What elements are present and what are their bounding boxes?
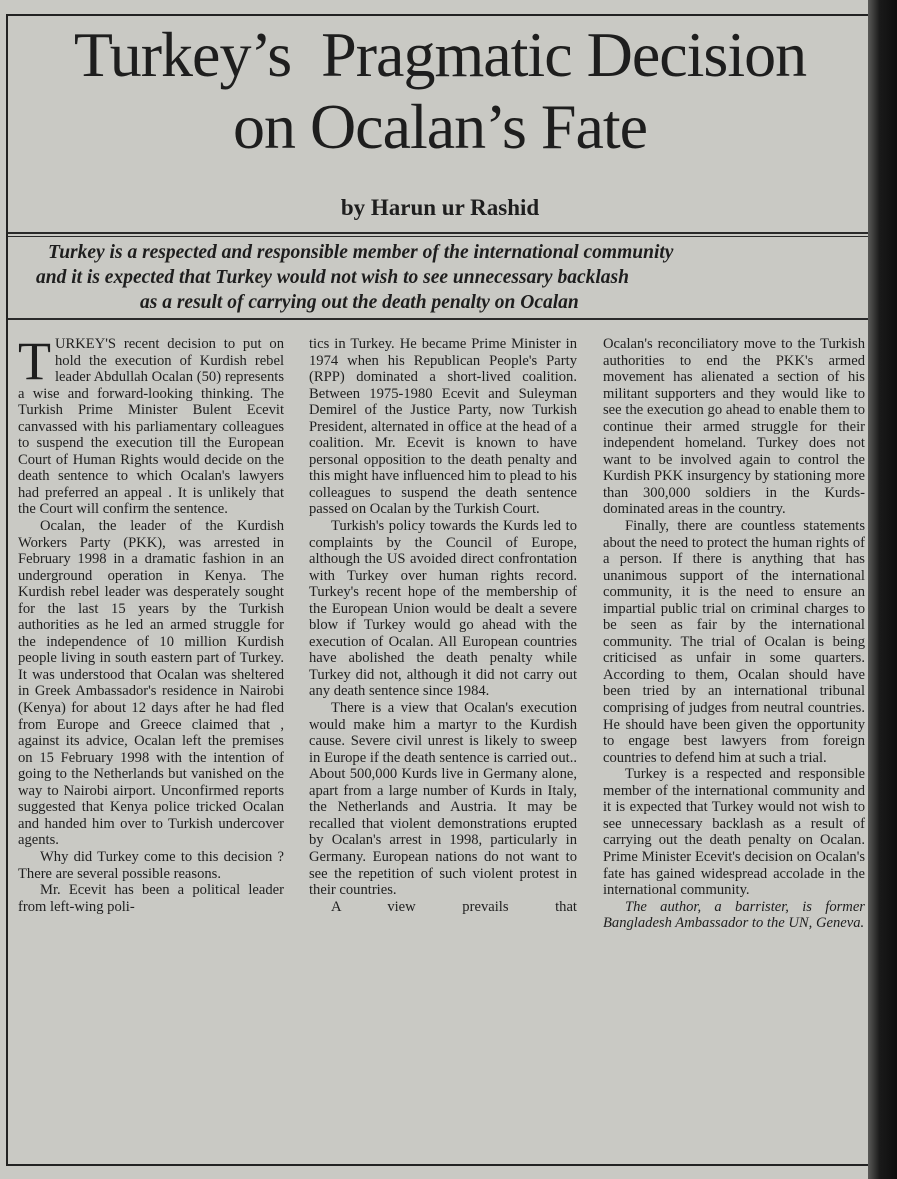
column-2-paragraph: A view prevails that <box>331 898 577 915</box>
column-3-paragraph: Finally, there are countless statements about the need to protect the human rights of a person. If there is anything that has unanimous support of the international community, it is the need to ensure an impartial public trial on criminal charges to be seen as fair by the international community. The trial of Ocalan is being criticised as unfair in some quarters. According to them, Ocalan should have been tried by an international tribunal comprising of judges from neutral countries. He should have been given the opportunity to engage best lawyers from foreign countries to defend him at such a trial. <box>603 518 865 766</box>
column-2-paragraph: There is a view that Ocalan's execution would make him a martyr to the Kurdish cause. Severe civil unrest is likely to sweep in Europe if the death sentence is carried out.. About 500,000 Kurds live in Germany alone, apart from a large number of Kurds in Italy, the Netherlands and Austria. It may be recalled that violent demonstrations erupted by Ocalan's arrest in 1998, particularly in Germany. European nations do not want to see the repetition of such violent protest in their countries. <box>309 700 577 899</box>
lead-paragraph <box>18 331 284 518</box>
standfirst <box>8 240 872 315</box>
standfirst-line-1: Turkey is a respected and responsible member of the international community <box>48 242 674 263</box>
author-note: The author, a barrister, is former Bangladesh Ambassador to the UN, Geneva. <box>603 898 865 932</box>
column-1-paragraph: Mr. Ecevit has been a political leader from left-wing poli- <box>18 882 284 915</box>
frame-bottom-rule <box>6 1164 868 1166</box>
column-2 <box>309 336 577 915</box>
scan-edge <box>868 0 897 1179</box>
headline-line-1: Turkey’s Pragmatic Decision <box>73 19 807 90</box>
frame-top-rule <box>6 14 868 16</box>
drop-cap: T <box>18 331 51 391</box>
headline <box>20 19 860 162</box>
frame-left-rule <box>6 14 8 1164</box>
column-2-continuation: tics in Turkey. He became Prime Minister in 1974 when his Republican People's Party (RPP) dominated a short-lived coalition. Between 1975-1980 Ecevit and Suleyman Demirel of the Justice Party, now Turkish President, alternated in office at the head of a coalition. Mr. Ecevit is known to have personal opposition to the death penalty and this might have influenced him to plead to his colleagues to suspend the death sentence passed on Ocalan by the Turkish Court. <box>309 336 577 518</box>
standfirst-bottom-rule <box>8 318 868 320</box>
standfirst-line-3: as a result of carrying out the death penalty on Ocalan <box>140 292 579 313</box>
byline: by Harun ur Rashid <box>340 195 540 220</box>
headline-line-2: on Ocalan’s Fate <box>232 91 648 162</box>
column-1 <box>18 331 284 915</box>
lead-paragraph-text: URKEY'S recent decision to put on hold the execution of Kurdish rebel leader Abdullah Ocalan (50) represents a wise and forward-looking thinking. The Turkish Prime Minister Bulent Ecevit canvassed with his parliamentary colleagues to suspend the execution till the European Court of Human Rights would decide on the death sentence to which Ocalan's lawyers had preferred an appeal . It is unlikely that the Court will confirm the sentence. <box>18 336 284 518</box>
column-2-paragraph: Turkish's policy towards the Kurds led to complaints by the Council of Europe, although the US avoided direct confrontation with Turkey over human rights record. Turkey's recent hope of the membership of the European Union would be dealt a severe blow if Turkey would go ahead with the execution of Ocalan. All European countries have abolished the death penalty while Turkey did not, although it did not carry out any death sentence since 1984. <box>309 518 577 700</box>
column-1-paragraph: Ocalan, the leader of the Kurdish Workers Party (PKK), was arrested in February 1998 in a dramatic fashion in an underground operation in Kenya. The Kurdish rebel leader was desperately sought for the last 15 years by the Turkish authorities as he led an armed struggle for the independence of 10 million Kurdish people living in south eastern part of Turkey. It was understood that Ocalan was sheltered in Greek Ambassador's residence in Nairobi (Kenya) for about 12 days after he had fled from Europe and Greece claimed that , against its advice, Ocalan left the premises on 15 February 1998 with the intention of going to the Netherlands but vanished on the way to Nairobi airport. Unconfirmed reports suggested that Kenya police tricked Ocalan and handed him over to Turkish undercover agents. <box>18 518 284 849</box>
standfirst-top-rule <box>8 232 868 234</box>
column-3 <box>603 336 865 932</box>
column-3-continuation: Ocalan's reconciliatory move to the Turkish authorities to end the PKK's armed movement has alienated a section of his militant supporters and they would like to see the execution go ahead to enable them to continue their armed struggle for their independent homeland. Turkey does not want to be involved again to control the Kurdish PKK insurgency by stationing more than 300,000 soldiers in the Kurds-dominated areas in the country. <box>603 336 865 518</box>
standfirst-line-2: and it is expected that Turkey would not wish to see unnecessary backlash <box>36 267 629 288</box>
column-1-paragraph: Why did Turkey come to this decision ? There are several possible reasons. <box>18 848 284 882</box>
standfirst-top-rule-thin <box>8 236 868 237</box>
column-3-paragraph: Turkey is a respected and responsible member of the international community and it is expected that Turkey would not wish to see unnecessary backlash as a result of carrying out the death penalty on Ocalan. Prime Minister Ecevit's decision on Ocalan's fate has gained widespread accolade in the international community. <box>603 766 865 899</box>
